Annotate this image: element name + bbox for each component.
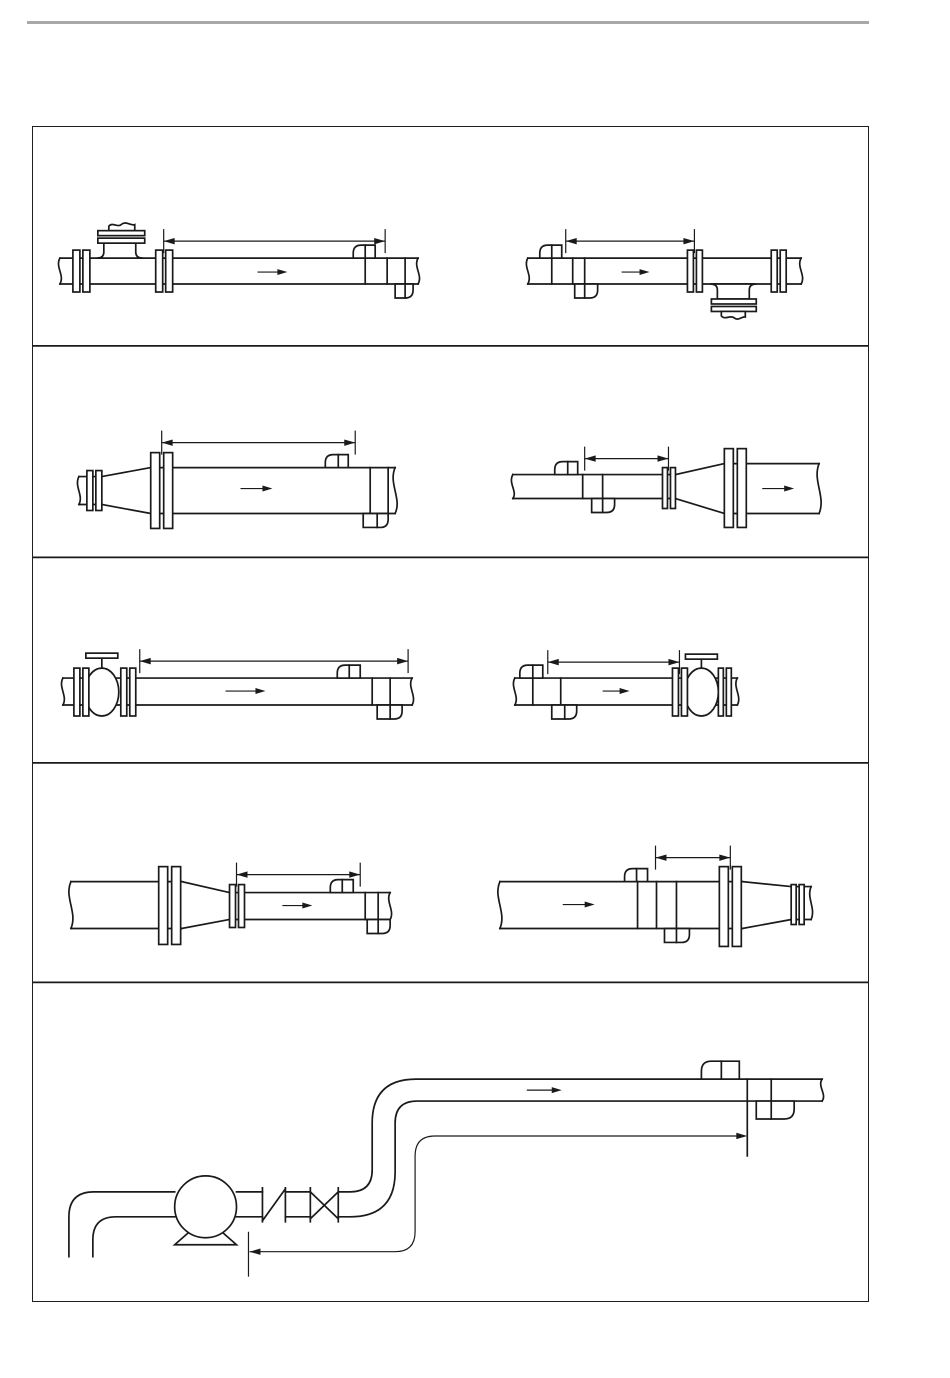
spool-pipe bbox=[285, 1192, 310, 1217]
measuring-section-marks bbox=[533, 678, 561, 705]
panel-valve-downstream bbox=[513, 650, 738, 719]
pipe-break-right bbox=[389, 893, 392, 920]
flow-direction-arrow bbox=[226, 688, 266, 694]
transducer-bottom-icon bbox=[395, 284, 413, 298]
measuring-section-marks bbox=[583, 475, 603, 499]
flow-direction-arrow bbox=[282, 903, 312, 909]
gate-valve-icon bbox=[310, 1188, 338, 1222]
transducer-top-icon bbox=[325, 455, 348, 468]
transducer-bottom-icon bbox=[363, 513, 388, 527]
transducer-bottom-icon bbox=[756, 1101, 794, 1119]
check-valve-icon bbox=[262, 1188, 285, 1222]
pipe-break-right bbox=[810, 887, 813, 920]
flange bbox=[672, 668, 678, 716]
riser-pipe bbox=[338, 1079, 822, 1217]
valve-handle bbox=[86, 653, 118, 658]
pipe-break-right bbox=[411, 678, 414, 705]
flange bbox=[87, 471, 93, 511]
flange bbox=[74, 668, 80, 716]
panel-expander-upstream bbox=[77, 431, 397, 529]
panel-tee-downstream bbox=[526, 229, 802, 319]
flange bbox=[662, 468, 667, 509]
measuring-section-marks bbox=[552, 258, 585, 284]
flange bbox=[166, 250, 173, 292]
pipe-break-right bbox=[800, 258, 803, 284]
tee-branch bbox=[710, 284, 756, 299]
flange bbox=[791, 885, 796, 925]
flow-direction-arrow bbox=[762, 486, 794, 492]
pipe-break-left bbox=[513, 678, 516, 705]
branch-flange bbox=[98, 238, 145, 243]
panel-valve-upstream bbox=[61, 649, 413, 719]
branch-pipe-break bbox=[109, 223, 135, 231]
transducer-top-icon bbox=[520, 665, 543, 678]
flange bbox=[151, 453, 160, 529]
reducer-cone bbox=[182, 882, 230, 929]
installation-diagrams-frame bbox=[32, 126, 869, 1302]
panel-pump-run bbox=[69, 1061, 824, 1276]
suction-pipe bbox=[69, 1192, 175, 1257]
flange bbox=[771, 250, 777, 292]
flow-direction-arrow bbox=[622, 269, 650, 275]
pipe-break-left bbox=[58, 258, 61, 284]
flange bbox=[239, 885, 245, 928]
flange bbox=[159, 867, 168, 945]
transducer-top-icon bbox=[701, 1061, 739, 1079]
flange bbox=[130, 668, 136, 716]
reducer-cone bbox=[742, 882, 791, 929]
large-pipe bbox=[500, 882, 742, 929]
flow-direction-arrow bbox=[563, 902, 595, 908]
pipe-break-left bbox=[77, 477, 80, 505]
flange bbox=[230, 885, 236, 928]
flange bbox=[799, 885, 804, 925]
panel-reducer-downstream bbox=[498, 846, 813, 947]
pipe-break-left bbox=[69, 882, 73, 929]
flange bbox=[719, 867, 728, 947]
flange bbox=[164, 453, 173, 529]
measuring-section-marks bbox=[370, 468, 388, 514]
panel-expander-downstream bbox=[511, 447, 821, 528]
outlet-run-dimension bbox=[548, 650, 680, 674]
transducer-bottom-icon bbox=[575, 284, 598, 298]
panel-reducer-upstream bbox=[69, 863, 392, 945]
valve-body bbox=[684, 668, 718, 716]
flange bbox=[156, 250, 163, 292]
flange bbox=[724, 449, 733, 528]
flow-direction-arrow bbox=[603, 688, 630, 694]
pipe bbox=[528, 258, 801, 284]
pump-icon bbox=[175, 1176, 237, 1238]
transducer-top-icon bbox=[540, 245, 562, 258]
valve-handle bbox=[685, 654, 717, 659]
measuring-section-marks bbox=[638, 882, 677, 929]
flange bbox=[83, 250, 90, 292]
flange bbox=[718, 668, 723, 716]
pipe-break-right bbox=[817, 464, 821, 514]
panel-tee-upstream bbox=[58, 223, 419, 298]
flange bbox=[696, 250, 702, 292]
flange bbox=[96, 471, 102, 511]
inlet-run-dimension bbox=[162, 431, 356, 455]
measuring-section-marks bbox=[365, 258, 405, 284]
pipe-break-left bbox=[61, 678, 64, 705]
flange bbox=[670, 468, 675, 509]
valve-body bbox=[85, 668, 119, 716]
transducer-top-icon bbox=[555, 462, 578, 475]
pipe-break-left bbox=[511, 475, 514, 499]
pipe-break-right bbox=[736, 678, 739, 705]
flange bbox=[732, 867, 741, 947]
expander-cone bbox=[102, 468, 151, 514]
small-pipe bbox=[513, 475, 676, 499]
flow-direction-arrow bbox=[241, 486, 273, 492]
tee-branch bbox=[97, 243, 143, 258]
branch-pipe-break bbox=[721, 311, 745, 319]
measuring-section-marks bbox=[365, 893, 378, 920]
flange bbox=[681, 668, 687, 716]
outlet-run-dimension bbox=[585, 447, 669, 471]
branch-flange bbox=[711, 299, 756, 304]
discharge-pipe bbox=[237, 1192, 263, 1217]
flange bbox=[687, 250, 693, 292]
flange bbox=[73, 250, 80, 292]
pipe bbox=[151, 468, 395, 514]
flow-direction-arrow bbox=[527, 1087, 562, 1093]
flange bbox=[121, 668, 127, 716]
flange bbox=[726, 668, 731, 716]
pipe-break-right bbox=[821, 1079, 824, 1101]
pipe-break-right bbox=[417, 258, 420, 284]
expander-cone bbox=[675, 464, 724, 514]
flange bbox=[737, 449, 746, 528]
diagrams-svg bbox=[33, 127, 868, 1301]
flange bbox=[83, 668, 89, 716]
flow-direction-arrow bbox=[257, 269, 287, 275]
page-top-rule bbox=[27, 21, 869, 24]
pipe-break-left bbox=[498, 882, 502, 929]
outlet-run-dimension bbox=[566, 229, 695, 253]
pipe-break-right bbox=[393, 468, 397, 514]
flange bbox=[780, 250, 786, 292]
inlet-run-dimension bbox=[164, 229, 385, 253]
inlet-run-dimension bbox=[140, 649, 408, 673]
pipe-break-left bbox=[526, 258, 529, 284]
transducer-top-icon bbox=[353, 245, 375, 258]
measuring-section-marks bbox=[372, 678, 390, 705]
flange bbox=[172, 867, 181, 945]
